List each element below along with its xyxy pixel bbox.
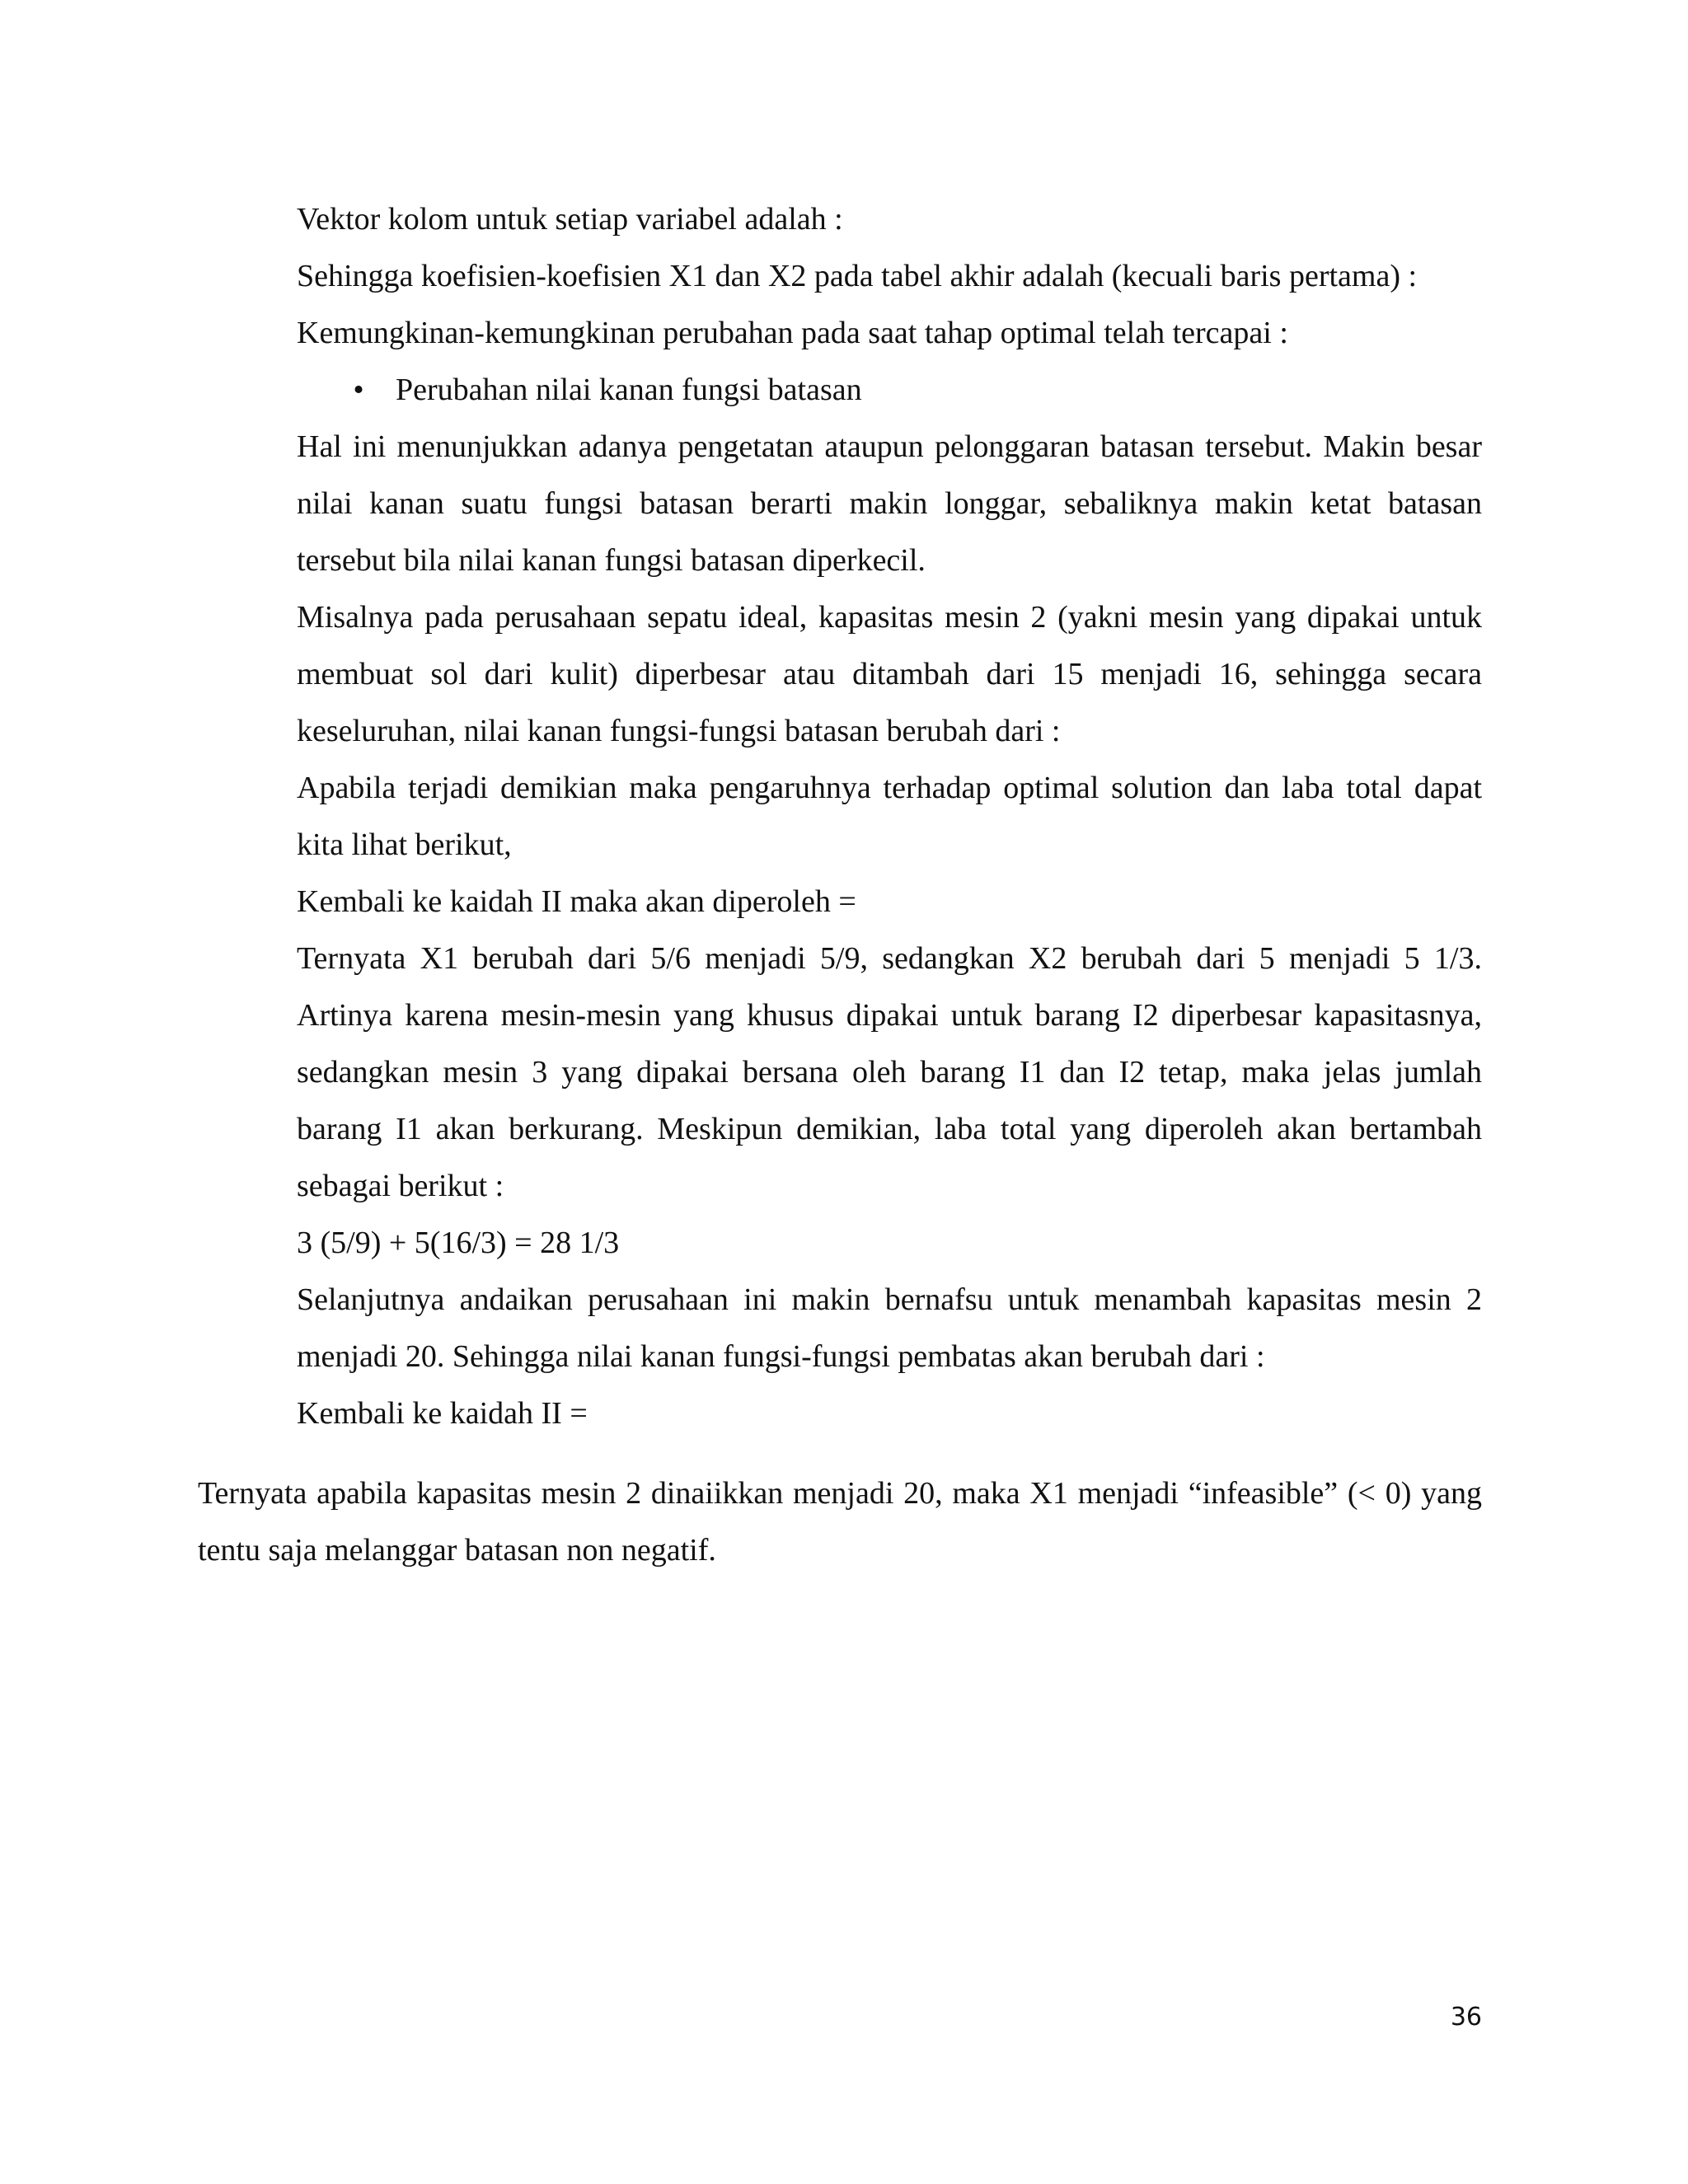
text-line-vektor: Vektor kolom untuk setiap variabel adalah : [297,202,843,237]
text-line-kembali-2: Kembali ke kaidah II = [297,1396,588,1431]
paragraph-selanjutnya: Selanjutnya andaikan perusahaan ini makin bernafsu untuk menambah kapasitas mesin 2 menjadi 20. Sehingga nilai kanan fungsi-fungsi pembatas akan berubah dari : [297,1282,1482,1374]
bullet-text: Perubahan nilai kanan fungsi batasan [396,373,862,407]
bullet-icon: • [353,373,364,407]
paragraph-apabila: Apabila terjadi demikian maka pengaruhnya terhadap optimal solution dan laba total dapat kita lihat berikut, [297,771,1482,862]
indented-body [297,191,1482,1442]
page-number: 36 [1450,2003,1482,2032]
text-line-sehingga: Sehingga koefisien-koefisien X1 dan X2 pada tabel akhir adalah (kecuali baris pertama) : [297,259,1418,293]
paragraph-hal-ini: Hal ini menunjukkan adanya pengetatan ataupun pelonggaran batasan tersebut. Makin besar nilai kanan suatu fungsi batasan berarti makin longgar, sebaliknya makin ketat batasan tersebut bila nilai kanan fungsi batasan diperkecil. [297,429,1482,578]
bullet-item [297,362,1482,419]
formula-line: 3 (5/9) + 5(16/3) = 28 1/3 [297,1226,620,1260]
paragraph-final: Ternyata apabila kapasitas mesin 2 dinaiikkan menjadi 20, maka X1 menjadi “infeasible” (< 0) yang tentu saja melanggar batasan non negatif. [198,1476,1482,1568]
text-line-kemungkinan: Kemungkinan-kemungkinan perubahan pada saat tahap optimal telah tercapai : [297,316,1288,350]
paragraph-misalnya: Misalnya pada perusahaan sepatu ideal, kapasitas mesin 2 (yakni mesin yang dipakai untuk membuat sol dari kulit) diperbesar atau ditambah dari 15 menjadi 16, sehingga secara keseluruhan, nilai kanan fungsi-fungsi batasan berubah dari : [297,600,1482,748]
text-line-kembali-1: Kembali ke kaidah II maka akan diperoleh = [297,884,856,919]
paragraph-ternyata: Ternyata X1 berubah dari 5/6 menjadi 5/9, sedangkan X2 berubah dari 5 menjadi 5 1/3. Artinya karena mesin-mesin yang khusus dipakai untuk barang I2 diperbesar kapasitasnya, sedangkan mesin 3 yang dipakai bersana oleh barang I1 dan I2 tetap, maka jelas jumlah barang I1 akan berkurang. Meskipun demikian, laba total yang diperoleh akan bertambah sebagai berikut : [297,941,1482,1203]
